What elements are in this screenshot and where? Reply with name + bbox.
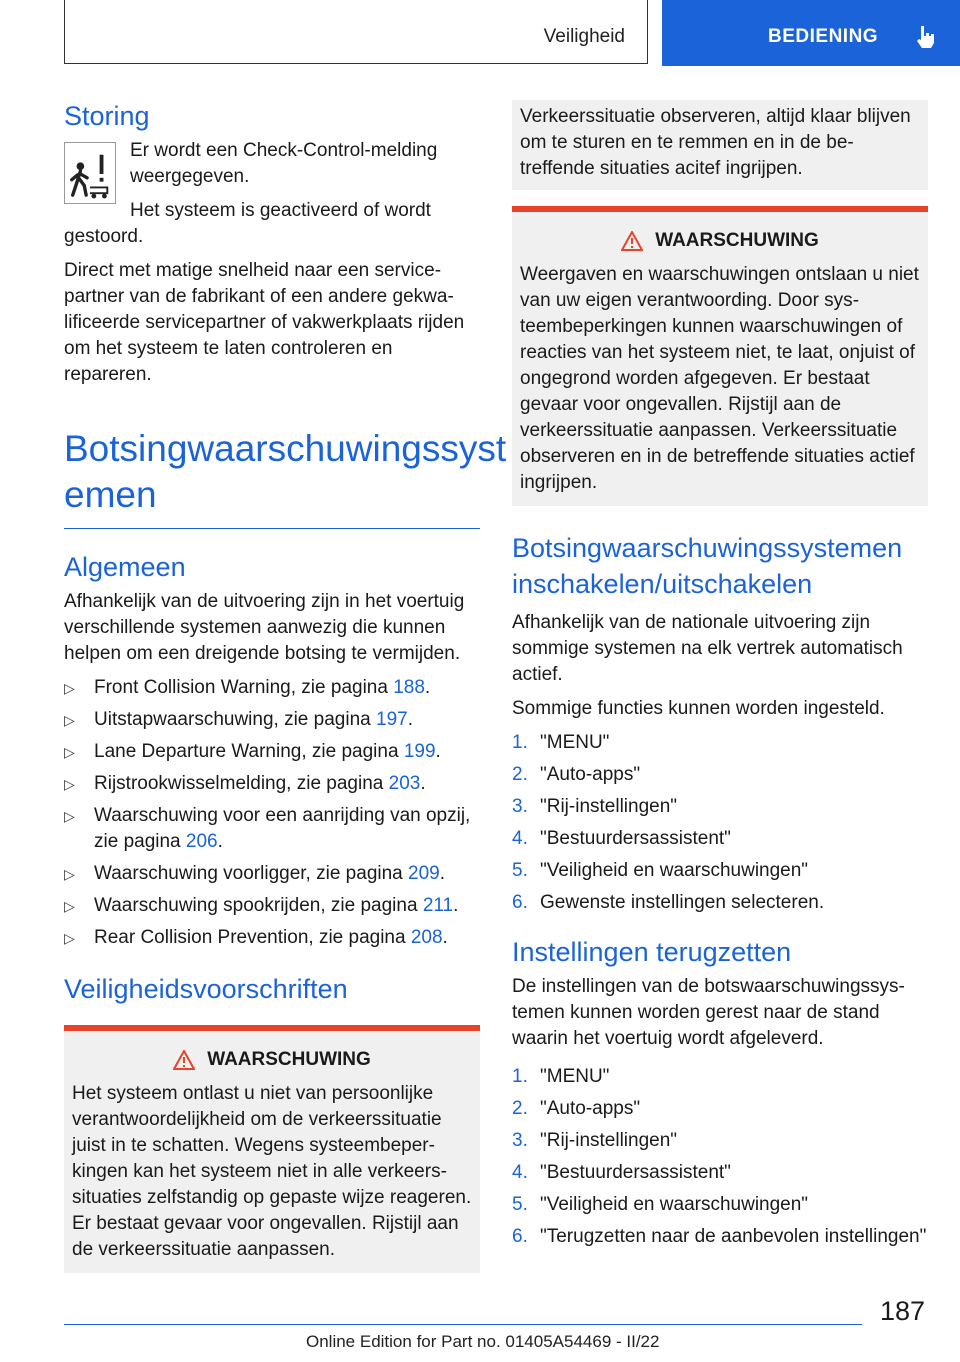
terugzetten-steps	[512, 1064, 928, 1250]
page-number: 187	[880, 1296, 926, 1326]
list-item: 5. "Veiligheid en waarschuwingen"	[512, 860, 809, 881]
list-item: ▷ Rear Collision Prevention, zie pagina 208.	[64, 925, 480, 951]
warning-heading: WAARSCHUWING	[72, 1031, 472, 1081]
algemeen-paragraph: Afhankelijk van de uitvoering zijn in het voertuig verschillende systemen aanwezig die kunnen helpen om een dreigende botsing te vermijden.	[64, 591, 465, 664]
storing-line-2: Het systeem is geactiveerd of wordt gestoord.	[64, 200, 431, 247]
header-chapter-tab	[662, 0, 960, 66]
list-item: 6. "Terugzetten naar de aanbevolen instellingen"	[512, 1226, 927, 1247]
title-divider	[64, 528, 480, 529]
page-link[interactable]: 211	[422, 895, 454, 916]
list-item: 5. "Veiligheid en waarschuwingen"	[512, 1194, 809, 1215]
page-link[interactable]: 203	[388, 773, 421, 794]
warning-heading: WAARSCHUWING	[520, 212, 920, 262]
list-item: 1. "MENU"	[512, 732, 610, 753]
triangle-bullet-icon: ▷	[64, 866, 75, 882]
triangle-bullet-icon: ▷	[64, 808, 75, 824]
page-link[interactable]: 209	[408, 863, 440, 884]
list-item: ▷ Waarschuwing spookrijden, zie pagina 211.	[64, 893, 480, 919]
list-item: 4. "Bestuurdersassistent"	[512, 828, 731, 849]
triangle-bullet-icon: ▷	[64, 712, 75, 728]
list-item: ▷ Rijstrookwisselmelding, zie pagina 203.	[64, 771, 480, 797]
warning-text-right: Weergaven en waarschuwingen ontslaan u niet van uw eigen verantwoording. Door systeembeperkingen kunnen waarschuwingen of reacties van het systeem niet, te laat, onjuist of ongegrond worden afgegeven. Er bestaat gevaar voor ongevallen. Rijstijl aan de verkeerssituatie aanpassen. Verkeerssituatie observeren en in de betreffende situaties actief ingrijpen.	[520, 264, 919, 493]
right-column	[512, 100, 928, 1258]
list-item: 6. Gewenste instellingen selecteren.	[512, 892, 825, 913]
list-item: ▷ Waarschuwing voor een aanrijding van opzij, zie pagina 206.	[64, 805, 471, 852]
warning-triangle-icon	[173, 1050, 195, 1070]
triangle-bullet-icon: ▷	[64, 776, 75, 792]
terugzetten-title: Instellingen terugzetten	[512, 937, 792, 967]
warning-triangle-icon	[621, 231, 643, 251]
storing-paragraph: Direct met matige snelheid naar een servicepartner van de fabrikant of een andere gekwalificeerde servicepartner of vakwerkplaats rijden om het systeem te laten controleren en repareren.	[64, 260, 465, 385]
page-link[interactable]: 208	[410, 927, 443, 948]
list-item: 1. "MENU"	[512, 1066, 610, 1087]
page-link[interactable]: 188	[393, 677, 425, 698]
algemeen-title: Algemeen	[64, 552, 186, 582]
footer-divider	[64, 1324, 862, 1325]
page-link[interactable]: 199	[403, 741, 436, 762]
list-item: 4. "Bestuurdersassistent"	[512, 1162, 731, 1183]
system-list	[64, 675, 480, 951]
header-section-box	[64, 0, 648, 64]
list-item: ▷ Front Collision Warning, zie pagina 188.	[64, 675, 480, 701]
warning-box-right	[512, 206, 928, 506]
terugzetten-para: De instellingen van de botswaarschuwingssystemen kunnen worden gerest naar de stand waarin het voertuig wordt afgeleverd.	[512, 976, 905, 1049]
storing-title: Storing	[64, 101, 150, 131]
continuation-text: Verkeerssituatie observeren, altijd klaar blijven om te sturen en te remmen en in de betreffende situaties acitef ingrijpen.	[520, 106, 911, 179]
triangle-bullet-icon: ▷	[64, 744, 75, 760]
triangle-bullet-icon: ▷	[64, 898, 75, 914]
main-title-line-1: Botsingwaarschuwingssyst	[64, 428, 507, 469]
left-column	[64, 98, 507, 1273]
storing-block	[64, 138, 480, 250]
inschakelen-title: Botsingwaarschuwingssystemen inschakelen/uitschakelen	[512, 533, 903, 599]
header-chapter-title: BEDIENING	[768, 26, 879, 47]
main-title-line-2: emen	[64, 474, 157, 515]
continuation-box	[512, 100, 928, 190]
list-item: ▷ Waarschuwing voorligger, zie pagina 209.	[64, 861, 480, 887]
warning-text-left: Het systeem ontlast u niet van persoonlijke verantwoordelijkheid om de verkeerssituatie juist in te schatten. Wegens systeembeperkingen kan het systeem niet in alle verkeerssituaties zelfstandig op gepaste wijze reageren. Er bestaat gevaar voor ongevallen. Rijstijl aan de verkeerssituatie aanpassen.	[72, 1083, 472, 1260]
list-item: 2. "Auto-apps"	[512, 1098, 641, 1119]
pedestrian-warning-icon	[64, 142, 116, 204]
inschakelen-para-2: Sommige functies kunnen worden ingesteld.	[512, 698, 885, 719]
page-link[interactable]: 197	[376, 709, 408, 730]
inschakelen-para-1: Afhankelijk van de nationale uitvoering zijn sommige systemen na elk vertrek automatisch actief.	[512, 612, 903, 685]
hand-pointer-icon	[914, 24, 938, 50]
header-section-title: Veiligheid	[543, 26, 625, 47]
inschakelen-steps	[512, 730, 928, 916]
list-item: 3. "Rij-instellingen"	[512, 1130, 678, 1151]
list-item: 3. "Rij-instellingen"	[512, 796, 678, 817]
storing-line-1: Er wordt een Check-Control-melding weergegeven.	[130, 140, 438, 187]
list-item: 2. "Auto-apps"	[512, 764, 641, 785]
list-item: ▷ Uitstapwaarschuwing, zie pagina 197.	[64, 707, 480, 733]
page-link[interactable]: 206	[185, 831, 218, 852]
footer-edition: Online Edition for Part no. 01405A54469 - II/22	[306, 1332, 660, 1351]
veiligheid-title: Veiligheidsvoorschriften	[64, 974, 348, 1004]
list-item: ▷ Lane Departure Warning, zie pagina 199.	[64, 739, 480, 765]
warning-box-left	[64, 1025, 480, 1273]
triangle-bullet-icon: ▷	[64, 930, 75, 946]
triangle-bullet-icon: ▷	[64, 680, 75, 696]
